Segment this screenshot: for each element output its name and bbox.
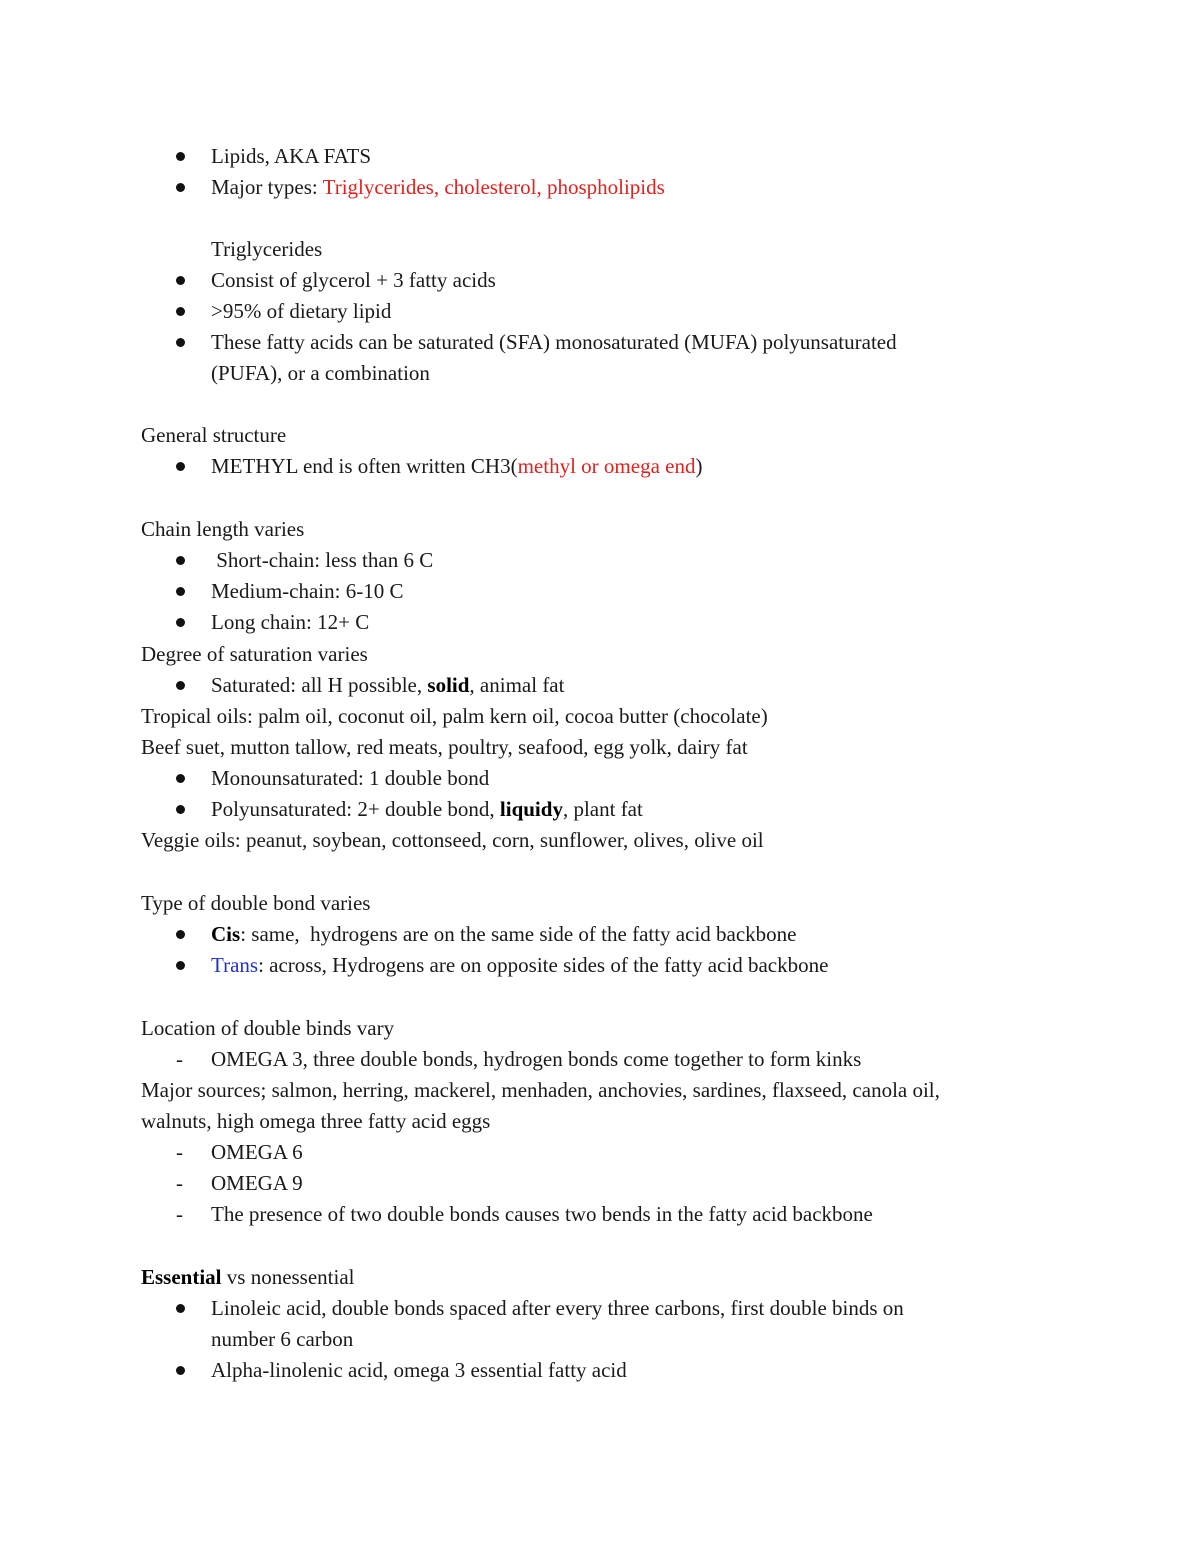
bullet-icon — [176, 805, 185, 814]
bullet-short-chain: Short-chain: less than 6 C — [211, 548, 434, 572]
bullet-icon — [176, 587, 185, 596]
bullet-linoleic-line2: number 6 carbon — [211, 1327, 354, 1351]
bullet-icon — [176, 930, 185, 939]
bullet-icon — [176, 307, 185, 316]
bullet-icon — [176, 1366, 185, 1375]
poly-text: Polyunsaturated: 2+ double bond, — [211, 797, 500, 821]
bullet-monounsaturated: Monounsaturated: 1 double bond — [211, 766, 490, 790]
trans-text: : across, Hydrogens are on opposite sides of the fatty acid backbone — [258, 953, 829, 977]
saturated-suffix: , animal fat — [469, 673, 565, 697]
bullet-icon — [176, 618, 185, 627]
chain-length-heading: Chain length varies — [141, 517, 305, 541]
saturation-heading: Degree of saturation varies — [141, 642, 368, 666]
bullet-icon — [176, 556, 185, 565]
dash-icon: - — [176, 1140, 183, 1164]
methyl-text: METHYL end is often written CH3( — [211, 454, 518, 478]
bullet-glycerol: Consist of glycerol + 3 fatty acids — [211, 268, 496, 292]
bullet-icon — [176, 276, 185, 285]
trans-highlight: Trans — [211, 953, 259, 977]
bullet-saturated — [211, 670, 564, 701]
major-types-label: Major types: — [211, 175, 323, 199]
major-sources-line2: walnuts, high omega three fatty acid eggs — [141, 1109, 491, 1133]
bullet-lipids: Lipids, AKA FATS — [211, 144, 372, 168]
bullet-icon — [176, 462, 185, 471]
essential-bold: Essential — [141, 1265, 222, 1289]
dash-two-bends: The presence of two double bonds causes two bends in the fatty acid backbone — [211, 1202, 873, 1226]
bullet-dietary-lipid: >95% of dietary lipid — [211, 299, 392, 323]
saturated-bold: solid — [427, 673, 470, 697]
methyl-close: ) — [695, 454, 703, 478]
dash-omega6: OMEGA 6 — [211, 1140, 303, 1164]
methyl-highlight: methyl or omega end — [517, 454, 696, 478]
bullet-methyl-end — [211, 451, 702, 482]
bullet-icon — [176, 961, 185, 970]
dash-icon: - — [176, 1202, 183, 1226]
bullet-trans — [211, 950, 828, 981]
essential-heading — [141, 1262, 355, 1293]
double-bond-heading: Type of double bond varies — [141, 891, 371, 915]
beef-suet-text: Beef suet, mutton tallow, red meats, poultry, seafood, egg yolk, dairy fat — [141, 735, 748, 759]
veggie-oils-text: Veggie oils: peanut, soybean, cottonseed, corn, sunflower, olives, olive oil — [141, 828, 764, 852]
bullet-icon — [176, 183, 185, 192]
poly-bold: liquidy — [499, 797, 563, 821]
cis-bold: Cis — [211, 922, 241, 946]
bullet-polyunsaturated — [211, 794, 643, 825]
saturated-text: Saturated: all H possible, — [211, 673, 428, 697]
triglycerides-heading: Triglycerides — [211, 237, 323, 261]
bullet-fatty-acid-types-line1: These fatty acids can be saturated (SFA) monosaturated (MUFA) polyunsaturated — [211, 330, 897, 354]
cis-text: : same, hydrogens are on the same side of the fatty acid backbone — [240, 922, 797, 946]
bullet-major-types — [211, 172, 665, 203]
poly-suffix: , plant fat — [562, 797, 643, 821]
general-structure-heading: General structure — [141, 423, 287, 447]
major-sources-line1: Major sources; salmon, herring, mackerel, menhaden, anchovies, sardines, flaxseed, canola oil, — [141, 1078, 940, 1102]
bullet-icon — [176, 1304, 185, 1313]
bullet-icon — [176, 152, 185, 161]
bullet-icon — [176, 681, 185, 690]
bullet-fatty-acid-types-line2: (PUFA), or a combination — [211, 361, 430, 385]
dash-icon: - — [176, 1171, 183, 1195]
dash-icon: - — [176, 1047, 183, 1071]
essential-suffix: vs nonessential — [221, 1265, 355, 1289]
bullet-icon — [176, 774, 185, 783]
major-types-list: Triglycerides, cholesterol, phospholipids — [322, 175, 665, 199]
bullet-cis — [211, 919, 797, 950]
bullet-icon — [176, 338, 185, 347]
dash-omega9: OMEGA 9 — [211, 1171, 303, 1195]
location-heading: Location of double binds vary — [141, 1016, 395, 1040]
bullet-medium-chain: Medium-chain: 6-10 C — [211, 579, 404, 603]
bullet-long-chain: Long chain: 12+ C — [211, 610, 370, 634]
bullet-linoleic-line1: Linoleic acid, double bonds spaced after every three carbons, first double binds on — [211, 1296, 904, 1320]
tropical-oils-text: Tropical oils: palm oil, coconut oil, palm kern oil, cocoa butter (chocolate) — [141, 704, 768, 728]
dash-omega3: OMEGA 3, three double bonds, hydrogen bonds come together to form kinks — [211, 1047, 862, 1071]
bullet-alpha-linolenic: Alpha-linolenic acid, omega 3 essential fatty acid — [211, 1358, 627, 1382]
